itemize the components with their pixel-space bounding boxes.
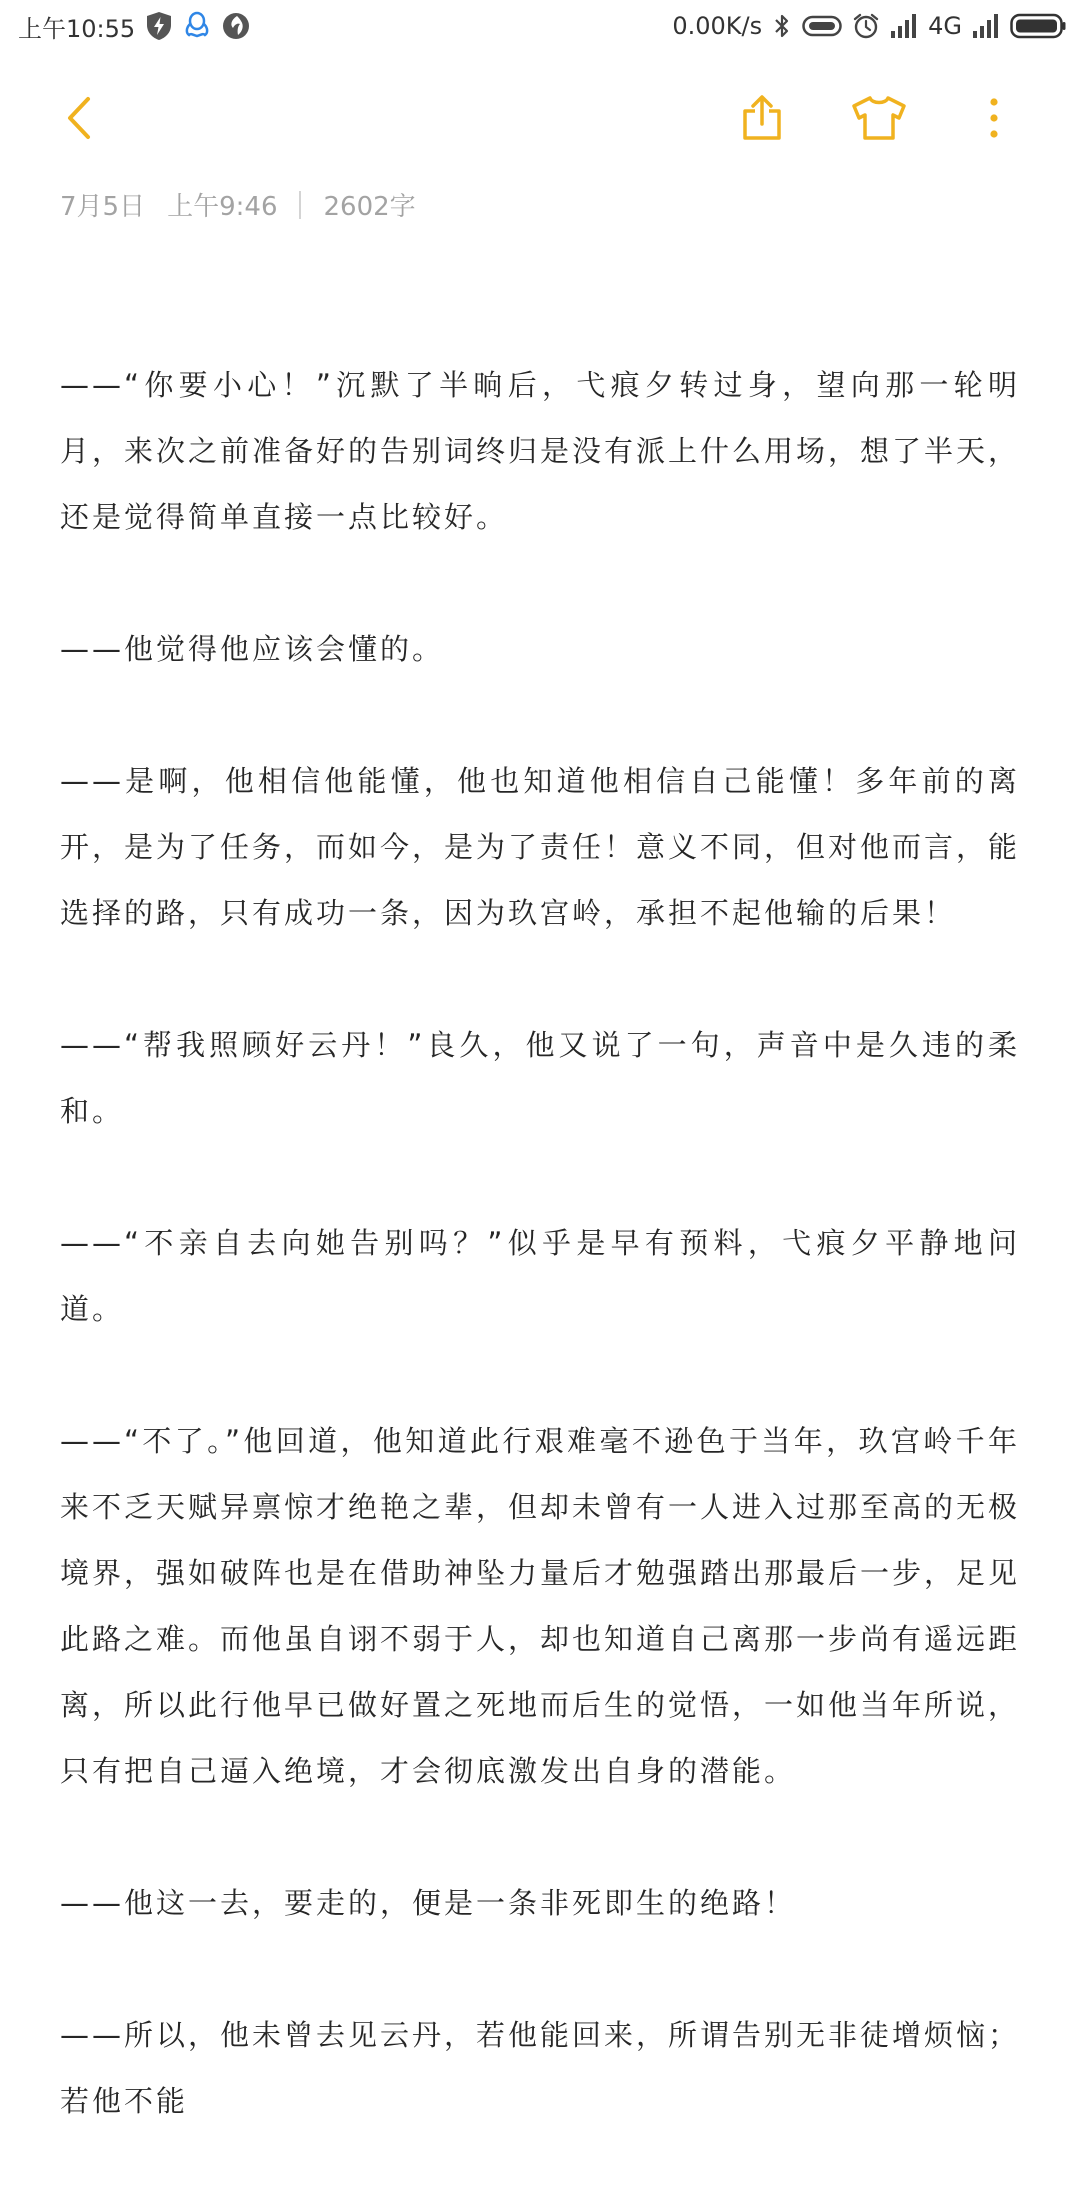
network-type: 4G <box>928 12 962 40</box>
note-content[interactable] <box>60 352 1020 2200</box>
note-time: 上午9:46 <box>167 192 278 222</box>
toggle-icon <box>802 14 842 38</box>
paragraph: ——“帮我照顾好云丹！”良久，他又说了一句，声音中是久违的柔和。 <box>60 1028 1020 1128</box>
word-count: 2602字 <box>323 192 416 222</box>
alarm-icon <box>852 12 880 40</box>
toolbar <box>0 80 1080 160</box>
paragraph: ——“你要小心！”沉默了半晌后，弋痕夕转过身，望向那一轮明月，来次之前准备好的告别词终归是没有派上什么用场，想了半天，还是觉得简单直接一点比较好。 <box>60 368 1021 534</box>
paragraph: ——是啊，他相信他能懂，他也知道他相信自己能懂！多年前的离开，是为了任务，而如今，是为了责任！意义不同，但对他而言，能选择的路，只有成功一条，因为玖宫岭，承担不起他输的后果！ <box>60 764 1021 930</box>
back-button[interactable] <box>40 80 120 160</box>
status-bar <box>0 0 1080 52</box>
status-time: 上午10:55 <box>18 14 136 43</box>
status-bar-left <box>18 9 251 44</box>
paragraph: ——他觉得他应该会懂的。 <box>60 632 445 666</box>
theme-button[interactable] <box>839 80 919 160</box>
status-bar-right <box>672 12 1066 40</box>
meta-divider <box>299 191 301 219</box>
paragraph: ——他这一去，要走的，便是一条非死即生的绝路！ <box>60 1886 797 1920</box>
paragraph: ——“不了。”他回道，他知道此行艰难毫不逊色于当年，玖宫岭千年来不乏天赋异禀惊才绝艳之辈，但却未曾有一人进入过那至高的无极境界，强如破阵也是在借助神坠力量后才勉强踏出那最后一步，足见此路之难。而他虽自诩不弱于人，却也知道自己离那一步尚有遥远距离，所以此行他早已做好置之死地而后生的觉悟，一如他当年所说，只有把自己逼入绝境，才会彻底激发出自身的潜能。 <box>60 1424 1021 1788</box>
tshirt-theme-icon <box>849 93 909 147</box>
signal-icon <box>890 13 918 39</box>
bluetooth-icon <box>772 12 792 40</box>
network-speed: 0.00K/s <box>672 12 763 40</box>
qq-penguin-icon <box>183 11 211 41</box>
signal-icon <box>972 13 1000 39</box>
weibo-icon <box>221 11 251 41</box>
share-button[interactable] <box>722 80 802 160</box>
paragraph: ——所以，他未曾去见云丹，若他能回来，所谓告别无非徒增烦恼；若他不能 <box>60 2018 1021 2118</box>
back-arrow-icon <box>60 93 100 147</box>
share-icon <box>737 93 787 147</box>
battery-icon <box>1010 13 1066 39</box>
paragraph: ——“不亲自去向她告别吗？”似乎是早有预料，弋痕夕平静地问道。 <box>60 1226 1020 1326</box>
more-button[interactable] <box>954 80 1034 160</box>
more-vertical-icon <box>984 93 1004 147</box>
shield-lightning-icon <box>145 11 173 41</box>
note-date: 7月5日 <box>60 192 146 222</box>
note-meta <box>60 186 416 223</box>
